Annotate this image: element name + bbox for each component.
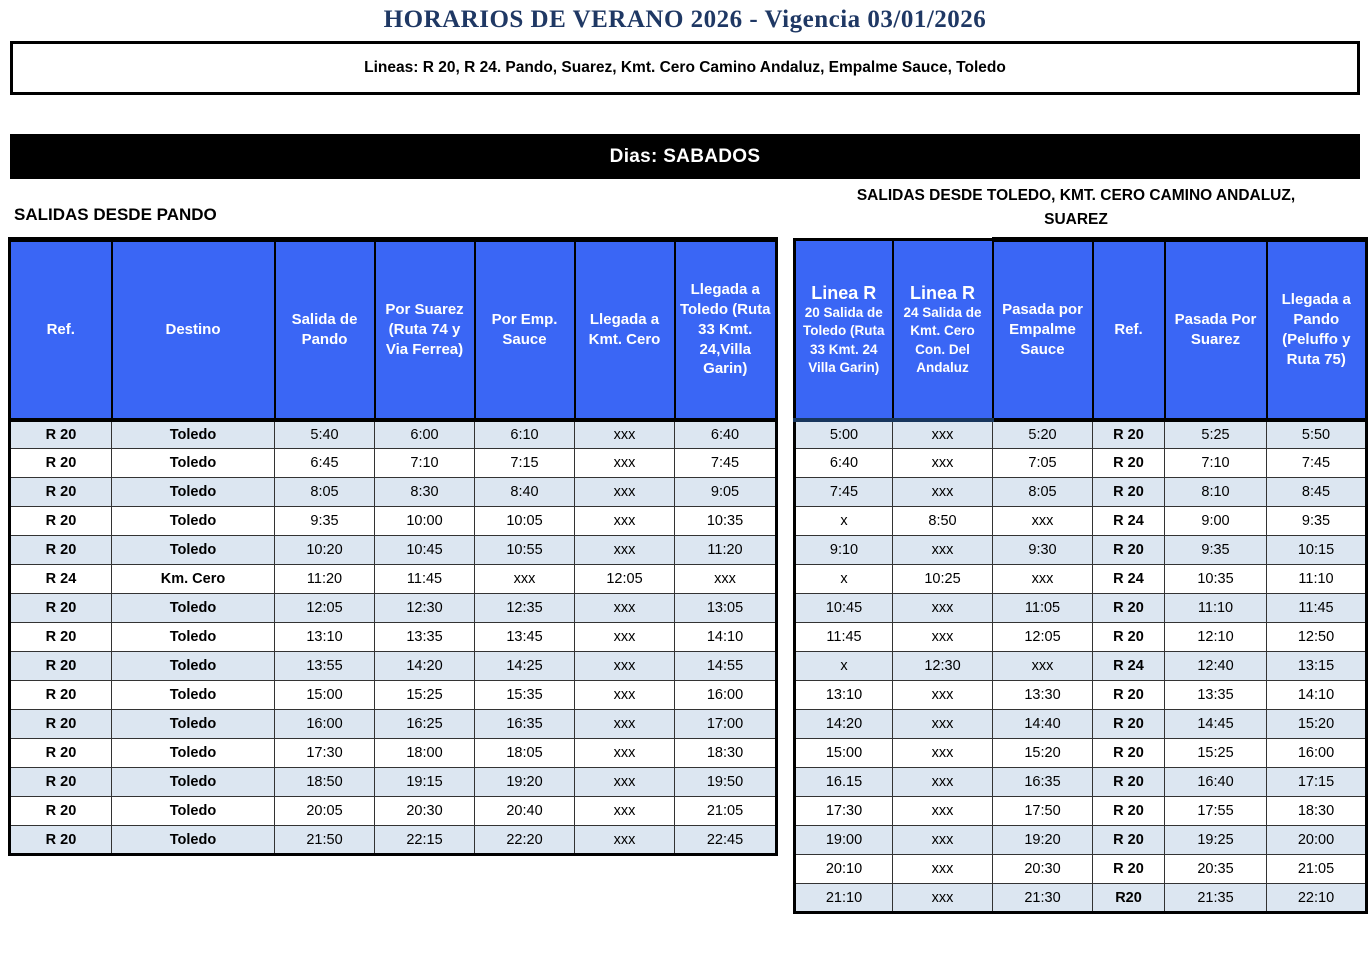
time-cell: 5:20 (993, 420, 1093, 449)
time-cell: xxx (575, 681, 675, 710)
time-cell: 13:45 (475, 623, 575, 652)
time-cell: xxx (893, 739, 993, 768)
time-cell: 16:35 (475, 710, 575, 739)
time-cell: 10:35 (675, 507, 777, 536)
time-cell: 7:45 (1267, 449, 1367, 478)
time-cell: xxx (893, 449, 993, 478)
ref-cell: Km. Cero (112, 565, 275, 594)
pando-timetable (8, 237, 778, 856)
ref-cell: R 24 (1093, 565, 1165, 594)
ref-cell: Toledo (112, 420, 275, 449)
timetable-row (795, 507, 1367, 536)
ref-cell: R 20 (10, 739, 112, 768)
time-cell: 10:55 (475, 536, 575, 565)
ref-cell: R 20 (1093, 681, 1165, 710)
timetable-row (10, 420, 777, 449)
time-cell: 15:00 (275, 681, 375, 710)
ref-cell: R 20 (10, 536, 112, 565)
timetable-row (10, 797, 777, 826)
time-cell: xxx (575, 449, 675, 478)
time-cell: 21:10 (795, 884, 893, 913)
ref-cell: R 20 (1093, 710, 1165, 739)
time-cell: 11:45 (795, 623, 893, 652)
timetable-row (795, 478, 1367, 507)
timetable-row (10, 623, 777, 652)
time-cell: 11:45 (1267, 594, 1367, 623)
time-cell: 11:10 (1267, 565, 1367, 594)
time-cell: 12:05 (275, 594, 375, 623)
time-cell: 20:35 (1165, 855, 1267, 884)
time-cell: 16:25 (375, 710, 475, 739)
timetable-row (795, 420, 1367, 449)
time-cell: 17:30 (795, 797, 893, 826)
time-cell: 9:35 (1267, 507, 1367, 536)
time-cell: 17:15 (1267, 768, 1367, 797)
time-cell: 20:30 (993, 855, 1093, 884)
time-cell: 6:45 (275, 449, 375, 478)
toledo-section-title-line2: SUAREZ (1044, 211, 1108, 228)
ref-cell: R 20 (1093, 855, 1165, 884)
time-cell: 14:10 (675, 623, 777, 652)
column-header: Por Emp. Sauce (475, 240, 575, 420)
time-cell: 14:10 (1267, 681, 1367, 710)
column-header: Linea R 24 Salida de Kmt. Cero Con. Del Andaluz (893, 240, 993, 420)
time-cell: x (795, 507, 893, 536)
time-cell: 12:05 (575, 565, 675, 594)
timetable-row (795, 884, 1367, 913)
header-row (795, 240, 1367, 420)
timetable-row (795, 565, 1367, 594)
time-cell: 15:20 (993, 739, 1093, 768)
timetable-row (10, 536, 777, 565)
ref-cell: Toledo (112, 739, 275, 768)
time-cell: 8:50 (893, 507, 993, 536)
time-cell: xxx (893, 420, 993, 449)
ref-cell: R 24 (10, 565, 112, 594)
timetable-row (10, 681, 777, 710)
time-cell: 22:20 (475, 826, 575, 855)
time-cell: xxx (893, 826, 993, 855)
column-header: Salida de Pando (275, 240, 375, 420)
time-cell: 12:35 (475, 594, 575, 623)
column-header: Pasada por Empalme Sauce (993, 240, 1093, 420)
time-cell: xxx (575, 594, 675, 623)
time-cell: 18:50 (275, 768, 375, 797)
ref-cell: R 20 (1093, 594, 1165, 623)
time-cell: 6:40 (675, 420, 777, 449)
time-cell: 15:25 (375, 681, 475, 710)
time-cell: 10:35 (1165, 565, 1267, 594)
time-cell: xxx (893, 797, 993, 826)
timetable-page (0, 6, 1370, 964)
time-cell: 19:20 (993, 826, 1093, 855)
time-cell: xxx (575, 797, 675, 826)
ref-cell: R 24 (1093, 507, 1165, 536)
column-header: Pasada Por Suarez (1165, 240, 1267, 420)
time-cell: 6:00 (375, 420, 475, 449)
time-cell: xxx (475, 565, 575, 594)
time-cell: 14:40 (993, 710, 1093, 739)
time-cell: 8:30 (375, 478, 475, 507)
time-cell: 10:25 (893, 565, 993, 594)
time-cell: 11:20 (275, 565, 375, 594)
time-cell: 10:45 (795, 594, 893, 623)
time-cell: 10:15 (1267, 536, 1367, 565)
time-cell: xxx (893, 768, 993, 797)
time-cell: 18:30 (675, 739, 777, 768)
time-cell: 6:10 (475, 420, 575, 449)
time-cell: 19:00 (795, 826, 893, 855)
time-cell: 10:45 (375, 536, 475, 565)
time-cell: xxx (893, 536, 993, 565)
time-cell: 13:55 (275, 652, 375, 681)
page-title: HORARIOS DE VERANO 2026 - Vigencia 03/01/2026 (383, 6, 987, 33)
timetable-row (10, 449, 777, 478)
toledo-section-title-line1: SALIDAS DESDE TOLEDO, KMT. CERO CAMINO ANDALUZ, (856, 186, 1296, 204)
time-cell: 13:35 (375, 623, 475, 652)
ref-cell: Toledo (112, 826, 275, 855)
time-cell: 8:05 (993, 478, 1093, 507)
time-cell: 9:30 (993, 536, 1093, 565)
timetable-row (795, 536, 1367, 565)
time-cell: 11:20 (675, 536, 777, 565)
time-cell: 5:00 (795, 420, 893, 449)
ref-cell: R 20 (1093, 536, 1165, 565)
time-cell: 16:00 (275, 710, 375, 739)
ref-cell: R 20 (1093, 768, 1165, 797)
timetable-row (10, 478, 777, 507)
time-cell: 20:10 (795, 855, 893, 884)
time-cell: x (795, 652, 893, 681)
time-cell: 8:40 (475, 478, 575, 507)
ref-cell: R 24 (1093, 652, 1165, 681)
ref-cell: R 20 (10, 826, 112, 855)
time-cell: 10:05 (475, 507, 575, 536)
ref-cell: Toledo (112, 652, 275, 681)
time-cell: 17:55 (1165, 797, 1267, 826)
time-cell: 14:25 (475, 652, 575, 681)
time-cell: 21:35 (1165, 884, 1267, 913)
time-cell: 16:00 (675, 681, 777, 710)
time-cell: xxx (893, 594, 993, 623)
ref-cell: Toledo (112, 478, 275, 507)
time-cell: 12:30 (893, 652, 993, 681)
time-cell: 13:30 (993, 681, 1093, 710)
ref-cell: Toledo (112, 681, 275, 710)
time-cell: xxx (893, 855, 993, 884)
time-cell: 7:45 (795, 478, 893, 507)
ref-cell: R 20 (10, 420, 112, 449)
time-cell: 13:05 (675, 594, 777, 623)
column-header: Por Suarez (Ruta 74 y Via Ferrea) (375, 240, 475, 420)
time-cell: 19:25 (1165, 826, 1267, 855)
time-cell: 17:50 (993, 797, 1093, 826)
time-cell: 5:25 (1165, 420, 1267, 449)
ref-cell: Toledo (112, 623, 275, 652)
timetable-row (10, 739, 777, 768)
timetable-row (10, 826, 777, 855)
ref-cell: R 20 (10, 768, 112, 797)
ref-cell: R 20 (10, 623, 112, 652)
timetable-row (795, 797, 1367, 826)
time-cell: 7:05 (993, 449, 1093, 478)
time-cell: 13:35 (1165, 681, 1267, 710)
time-cell: xxx (893, 710, 993, 739)
time-cell: 20:05 (275, 797, 375, 826)
time-cell: 8:10 (1165, 478, 1267, 507)
time-cell: xxx (675, 565, 777, 594)
time-cell: 15:00 (795, 739, 893, 768)
time-cell: xxx (575, 826, 675, 855)
time-cell: xxx (993, 565, 1093, 594)
timetable-row (795, 855, 1367, 884)
column-header: Llegada a Toledo (Ruta 33 Kmt. 24,Villa Garin) (675, 240, 777, 420)
time-cell: 9:00 (1165, 507, 1267, 536)
ref-cell: Toledo (112, 768, 275, 797)
timetable-row (10, 768, 777, 797)
timetable-row (795, 739, 1367, 768)
time-cell: 9:05 (675, 478, 777, 507)
ref-cell: R 20 (10, 449, 112, 478)
time-cell: xxx (993, 507, 1093, 536)
time-cell: xxx (993, 652, 1093, 681)
time-cell: 14:20 (795, 710, 893, 739)
time-cell: xxx (575, 536, 675, 565)
time-cell: 7:15 (475, 449, 575, 478)
ref-cell: R 20 (1093, 478, 1165, 507)
ref-cell: R 20 (1093, 739, 1165, 768)
time-cell: 8:05 (275, 478, 375, 507)
timetable-row (795, 826, 1367, 855)
time-cell: 11:45 (375, 565, 475, 594)
time-cell: xxx (893, 623, 993, 652)
ref-cell: R 20 (1093, 826, 1165, 855)
time-cell: 16:00 (1267, 739, 1367, 768)
ref-cell: Toledo (112, 536, 275, 565)
timetable-row (795, 652, 1367, 681)
ref-cell: R 20 (10, 710, 112, 739)
time-cell: 12:10 (1165, 623, 1267, 652)
time-cell: 17:00 (675, 710, 777, 739)
time-cell: 17:30 (275, 739, 375, 768)
time-cell: 11:10 (1165, 594, 1267, 623)
ref-cell: R 20 (10, 507, 112, 536)
ref-cell: Toledo (112, 507, 275, 536)
ref-cell: R 20 (10, 594, 112, 623)
time-cell: xxx (575, 739, 675, 768)
time-cell: 10:00 (375, 507, 475, 536)
time-cell: 12:40 (1165, 652, 1267, 681)
column-header: Ref. (1093, 240, 1165, 420)
toledo-section-title (790, 184, 1362, 232)
time-cell: 14:45 (1165, 710, 1267, 739)
ref-cell: R 20 (1093, 623, 1165, 652)
timetable-row (10, 652, 777, 681)
time-cell: xxx (575, 478, 675, 507)
column-header: Linea R 20 Salida de Toledo (Ruta 33 Kmt. 24 Villa Garin) (795, 240, 893, 420)
time-cell: 14:20 (375, 652, 475, 681)
time-cell: 13:15 (1267, 652, 1367, 681)
timetable-row (10, 710, 777, 739)
time-cell: 7:10 (375, 449, 475, 478)
time-cell: 18:30 (1267, 797, 1367, 826)
timetable-row (795, 623, 1367, 652)
time-cell: 12:05 (993, 623, 1093, 652)
time-cell: x (795, 565, 893, 594)
ref-cell: Toledo (112, 449, 275, 478)
timetable-row (795, 449, 1367, 478)
time-cell: xxx (893, 681, 993, 710)
time-cell: 19:15 (375, 768, 475, 797)
time-cell: 12:30 (375, 594, 475, 623)
time-cell: 22:45 (675, 826, 777, 855)
ref-cell: R 20 (1093, 449, 1165, 478)
time-cell: 16:35 (993, 768, 1093, 797)
time-cell: 20:30 (375, 797, 475, 826)
ref-cell: R 20 (10, 797, 112, 826)
time-cell: 16.15 (795, 768, 893, 797)
time-cell: 22:15 (375, 826, 475, 855)
time-cell: 15:35 (475, 681, 575, 710)
days-banner (10, 134, 1360, 179)
lines-summary-box (10, 41, 1360, 95)
time-cell: 20:40 (475, 797, 575, 826)
time-cell: 13:10 (795, 681, 893, 710)
timetable-row (10, 507, 777, 536)
timetable-row (795, 594, 1367, 623)
time-cell: 21:05 (1267, 855, 1367, 884)
time-cell: 7:10 (1165, 449, 1267, 478)
time-cell: 19:20 (475, 768, 575, 797)
ref-cell: R 20 (1093, 420, 1165, 449)
time-cell: xxx (893, 478, 993, 507)
ref-cell: R 20 (1093, 797, 1165, 826)
time-cell: 5:50 (1267, 420, 1367, 449)
time-cell: 13:10 (275, 623, 375, 652)
time-cell: xxx (575, 652, 675, 681)
time-cell: 12:50 (1267, 623, 1367, 652)
ref-cell: R20 (1093, 884, 1165, 913)
column-header: Llegada a Kmt. Cero (575, 240, 675, 420)
timetable-row (10, 565, 777, 594)
ref-cell: R 20 (10, 652, 112, 681)
time-cell: 10:20 (275, 536, 375, 565)
time-cell: 19:50 (675, 768, 777, 797)
pando-section-title: SALIDAS DESDE PANDO (14, 205, 217, 224)
timetable-row (795, 768, 1367, 797)
header-row (10, 240, 777, 420)
time-cell: xxx (893, 884, 993, 913)
time-cell: 22:10 (1267, 884, 1367, 913)
timetable-row (795, 681, 1367, 710)
time-cell: xxx (575, 768, 675, 797)
time-cell: xxx (575, 710, 675, 739)
time-cell: 14:55 (675, 652, 777, 681)
column-header: Destino (112, 240, 275, 420)
time-cell: 9:35 (1165, 536, 1267, 565)
time-cell: xxx (575, 420, 675, 449)
column-header: Ref. (10, 240, 112, 420)
timetable-row (795, 710, 1367, 739)
tables-area (8, 237, 1362, 914)
time-cell: 21:50 (275, 826, 375, 855)
time-cell: 15:25 (1165, 739, 1267, 768)
toledo-timetable (793, 237, 1368, 914)
column-header: Llegada a Pando (Peluffo y Ruta 75) (1267, 240, 1367, 420)
time-cell: 11:05 (993, 594, 1093, 623)
time-cell: 20:00 (1267, 826, 1367, 855)
time-cell: 9:10 (795, 536, 893, 565)
time-cell: xxx (575, 623, 675, 652)
time-cell: 6:40 (795, 449, 893, 478)
time-cell: 21:05 (675, 797, 777, 826)
ref-cell: Toledo (112, 594, 275, 623)
section-labels (8, 179, 1362, 237)
time-cell: 18:05 (475, 739, 575, 768)
time-cell: 15:20 (1267, 710, 1367, 739)
time-cell: xxx (575, 507, 675, 536)
timetable-row (10, 594, 777, 623)
ref-cell: R 20 (10, 681, 112, 710)
time-cell: 16:40 (1165, 768, 1267, 797)
ref-cell: Toledo (112, 797, 275, 826)
time-cell: 21:30 (993, 884, 1093, 913)
time-cell: 7:45 (675, 449, 777, 478)
time-cell: 18:00 (375, 739, 475, 768)
lines-summary-text: Lineas: R 20, R 24. Pando, Suarez, Kmt. Cero Camino Andaluz, Empalme Sauce, Toledo (364, 59, 1006, 76)
time-cell: 8:45 (1267, 478, 1367, 507)
time-cell: 5:40 (275, 420, 375, 449)
ref-cell: Toledo (112, 710, 275, 739)
days-banner-text: Dias: SABADOS (609, 145, 761, 167)
time-cell: 9:35 (275, 507, 375, 536)
ref-cell: R 20 (10, 478, 112, 507)
